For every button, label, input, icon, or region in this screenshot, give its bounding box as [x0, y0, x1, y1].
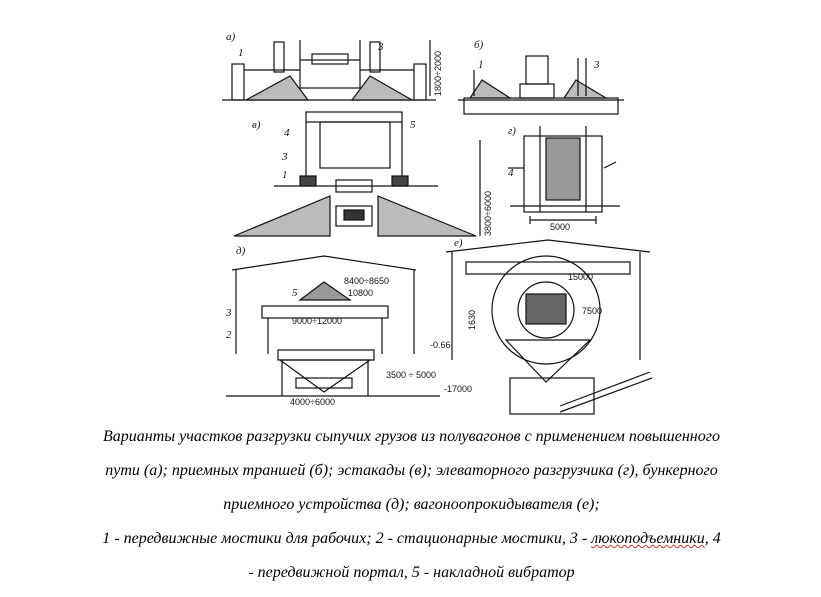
panel-a-drawing	[222, 40, 436, 100]
callout-5: 5	[410, 119, 416, 131]
callout-3: 3	[378, 41, 384, 53]
callout-1: 1	[282, 169, 288, 181]
dim-a-height: 1800÷2000	[433, 51, 443, 96]
panel-letter-a: а)	[226, 31, 236, 43]
callout-4: 4	[508, 167, 514, 179]
dim-d-ground: -0.66	[430, 340, 451, 350]
dim-d-bunker: 4000÷6000	[290, 397, 335, 407]
dim-v-height: 3800÷6000	[483, 191, 493, 236]
callout-2: 2	[226, 329, 232, 341]
caption-line-5: - передвижной портал, 5 - накладной вибратор	[248, 564, 575, 581]
caption-line-4-start: 1 - передвижные мостики для рабочих; 2 - стационарные мостики, 3 -	[102, 530, 592, 547]
callout-5: 5	[292, 287, 298, 299]
dim-d-bottom-level: -17000	[444, 384, 473, 394]
figure-caption	[14, 420, 809, 590]
spellcheck-underlined-word: люкоподъемники	[591, 530, 705, 547]
caption-line-1: Варианты участков разгрузки сыпучих грузов из полувагонов с применением повышенного	[103, 428, 720, 445]
panel-letter-d: д)	[236, 245, 246, 257]
dim-e-diam: 7500	[582, 306, 603, 316]
callout-3: 3	[594, 59, 600, 71]
panel-letter-b: б)	[474, 39, 484, 51]
caption-line-2: пути (а); приемных траншей (б); эстакады (в); элеваторного разгрузчика (г), бункерного	[105, 462, 718, 479]
caption-line-3: приемного устройства (д); вагоноопрокидывателя (е);	[223, 496, 600, 513]
callout-3: 3	[282, 151, 288, 163]
dim-e-width: 15000	[568, 272, 594, 282]
dim-g-width: 5000	[550, 222, 571, 232]
dim-d-height-top: 8400÷8650	[344, 276, 389, 286]
panel-v-drawing	[234, 112, 480, 236]
callout-3: 3	[226, 307, 232, 319]
callout-4: 4	[284, 127, 290, 139]
dim-d-pit: 3500 ÷ 5000	[386, 370, 436, 380]
callout-1: 1	[478, 59, 484, 71]
caption-line-4-end: , 4	[704, 530, 721, 547]
callout-1: 1	[238, 47, 244, 59]
dim-e-side: 1630	[467, 309, 477, 330]
panel-letter-e: е)	[454, 237, 463, 249]
panel-g-drawing	[508, 126, 620, 224]
dim-d-height-low: 10800	[348, 288, 374, 298]
panel-letter-v: в)	[252, 119, 261, 131]
panel-letter-g: г)	[508, 125, 516, 137]
dim-d-span: 9000÷12000	[292, 316, 342, 326]
caption-line-4	[14, 522, 809, 556]
